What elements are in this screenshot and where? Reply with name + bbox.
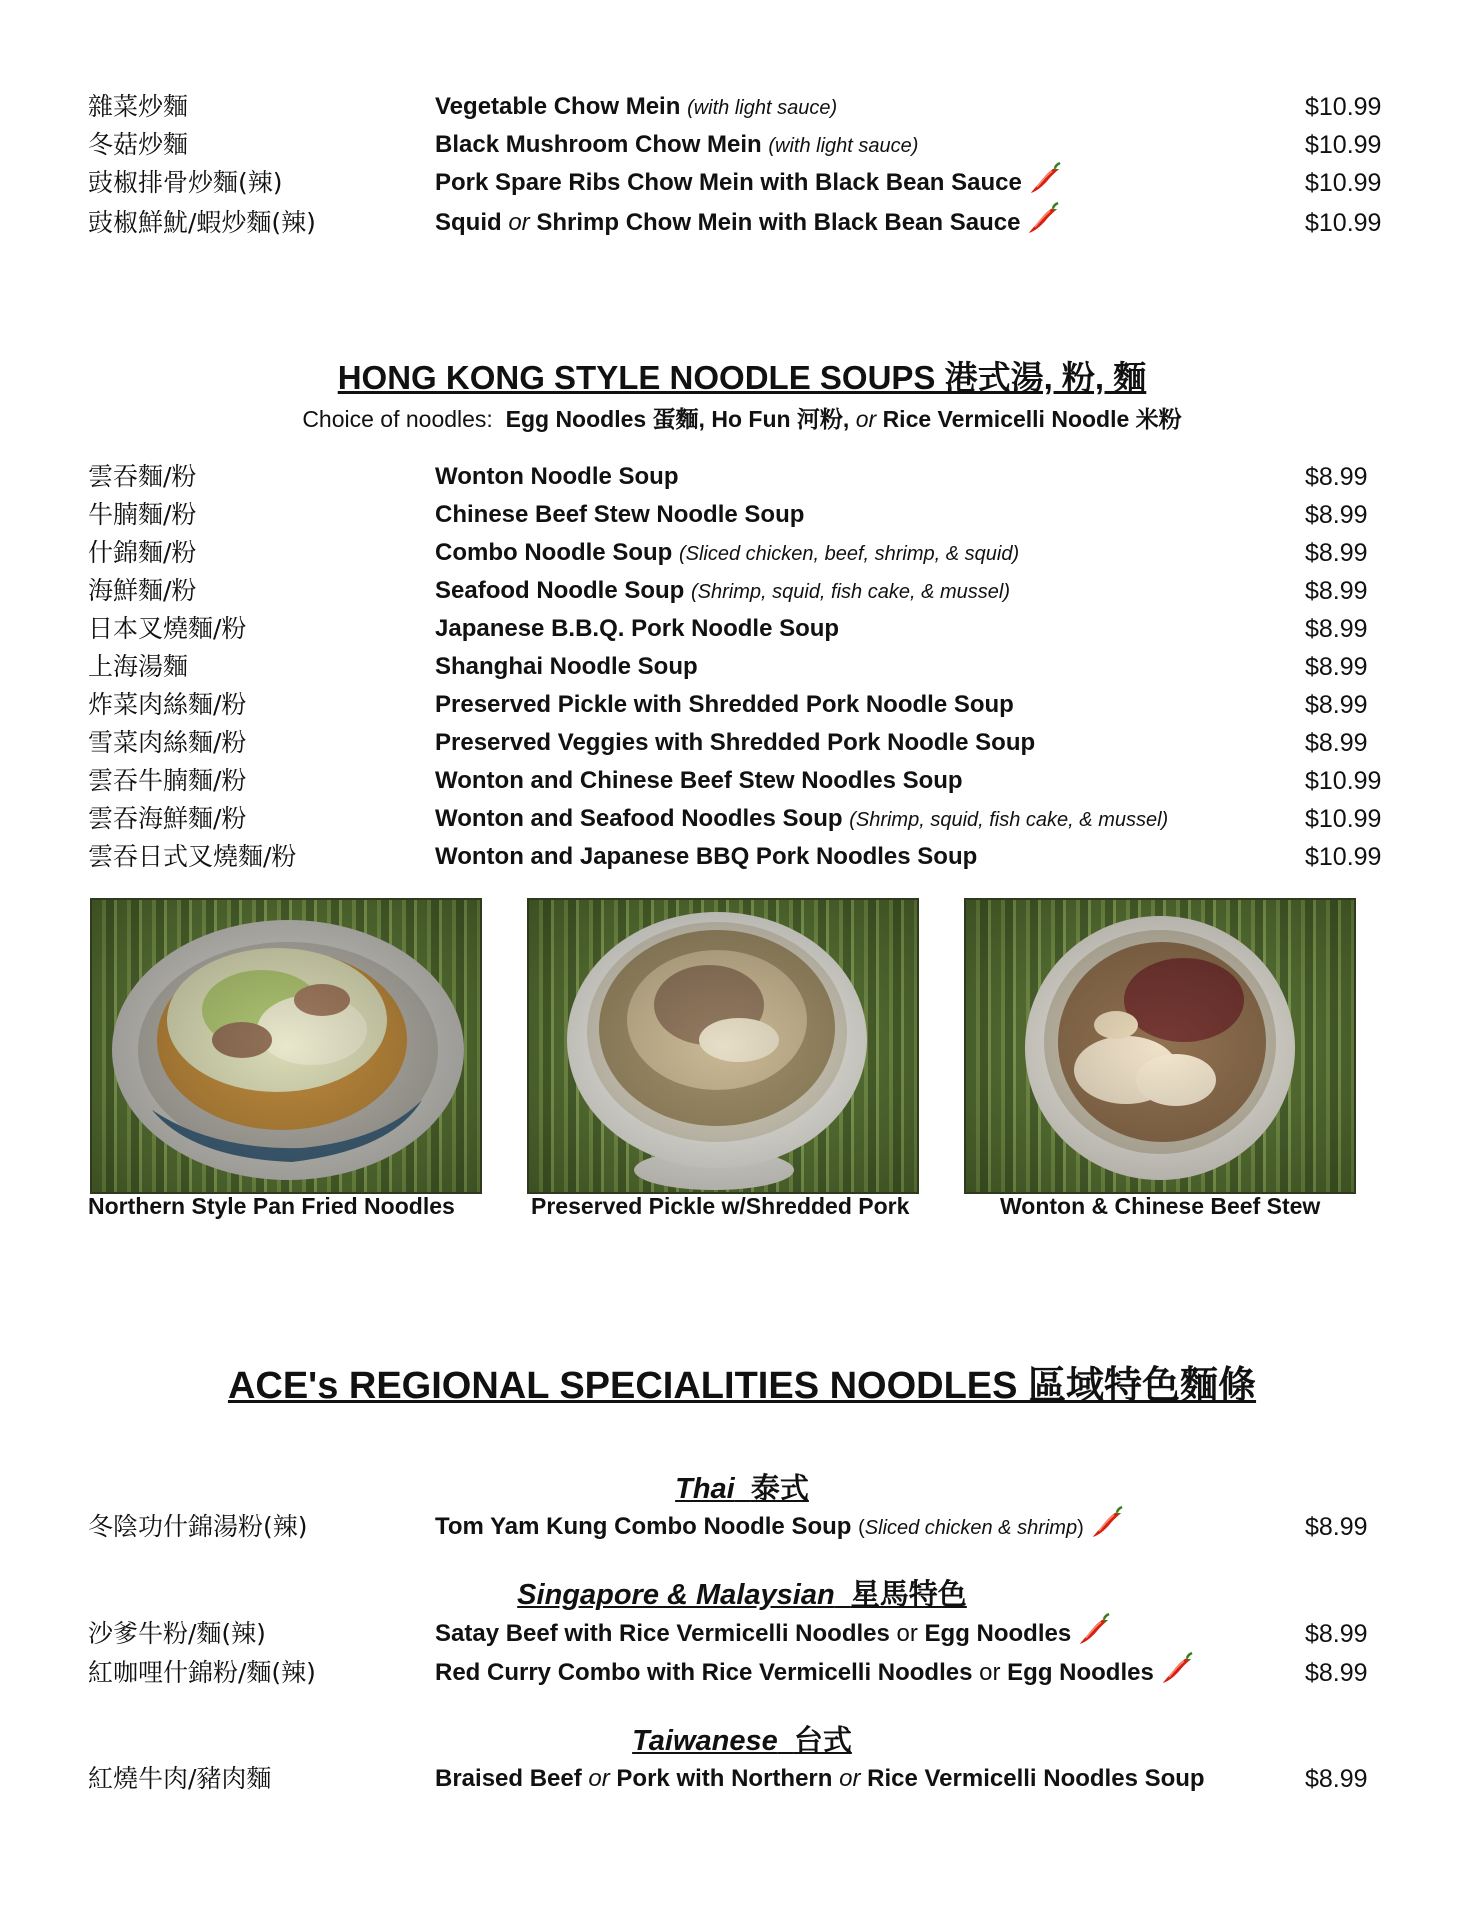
menu-item-row [88,800,1398,838]
item-chinese-name: 牛腩麵/粉 [88,500,197,529]
item-chinese-name: 雲吞日式叉燒麵/粉 [88,842,297,871]
item-english-name: Red Curry Combo with Rice Vermicelli Noodles or Egg Noodles [435,1654,1194,1692]
item-english-name: Wonton and Japanese BBQ Pork Noodles Soup [435,843,978,870]
item-english-name: Braised Beef or Pork with Northern or Rice Vermicelli Noodles Soup [435,1765,1205,1792]
item-price: $8.99 [1305,577,1368,605]
item-english-name: Seafood Noodle Soup (Shrimp, squid, fish cake, & mussel) [435,577,1010,604]
item-chinese-name: 什錦麵/粉 [88,538,197,567]
menu-item-row [88,534,1398,572]
item-english-name: Vegetable Chow Mein (with light sauce) [435,93,838,120]
menu-item-row [88,1615,1398,1653]
menu-item-row [88,1508,1398,1546]
item-chinese-name: 冬菇炒麵 [88,130,189,159]
menu-item-row [88,1760,1398,1798]
item-note: (Shrimp, squid, fish cake, & mussel) [849,809,1169,831]
section-title-regional: ACE's REGIONAL SPECIALITIES NOODLES 區域特色麵條 [227,1365,1257,1407]
section-title-hk-noodle-soups: HONG KONG STYLE NOODLE SOUPS 港式湯, 粉, 麵 [337,359,1147,396]
chili-pepper-icon [1026,201,1060,235]
item-price: $8.99 [1305,1659,1368,1687]
item-note: (Shrimp, squid, fish cake, & mussel) [691,581,1010,603]
item-price: $10.99 [1305,169,1382,197]
menu-item-row [88,164,1398,202]
item-price: $8.99 [1305,1620,1368,1648]
menu-item-row [88,686,1398,724]
photo-caption: Wonton & Chinese Beef Stew [1000,1193,1321,1219]
item-english-name: Pork Spare Ribs Chow Mein with Black Bean Sauce [435,164,1062,202]
item-english-name: Japanese B.B.Q. Pork Noodle Soup [435,615,840,642]
menu-item-row [88,572,1398,610]
menu-item-row [88,762,1398,800]
item-price: $10.99 [1305,767,1382,795]
item-price: $8.99 [1305,1513,1368,1541]
item-english-name: Preserved Pickle with Shredded Pork Noodle Soup [435,691,1014,718]
menu-item-row [88,724,1398,762]
item-chinese-name: 雜菜炒麵 [88,92,189,121]
item-price: $10.99 [1305,209,1382,237]
item-note: (with light sauce) [687,97,838,119]
chili-pepper-icon [1077,1612,1111,1646]
item-price: $10.99 [1305,843,1382,871]
dish-photo-wonton-beef-stew [964,898,1356,1194]
menu-item-row [88,1654,1398,1692]
item-english-name: Satay Beef with Rice Vermicelli Noodles or Egg Noodles [435,1615,1111,1653]
item-price: $8.99 [1305,463,1368,491]
region-heading-taiwanese: Taiwanese 台式 [632,1725,852,1757]
item-note: (Sliced chicken & shrimp) [858,1517,1084,1539]
item-chinese-name: 雲吞海鮮麵/粉 [88,804,247,833]
item-price: $8.99 [1305,729,1368,757]
item-english-name: Tom Yam Kung Combo Noodle Soup (Sliced chicken & shrimp) [435,1508,1124,1547]
region-heading-thai: Thai 泰式 [675,1473,809,1505]
chili-pepper-icon [1028,161,1062,195]
photo-caption: Northern Style Pan Fried Noodles [88,1193,455,1219]
chili-pepper-icon [1160,1651,1194,1685]
dish-photo-pan-fried-noodles [90,898,482,1194]
menu-item-row [88,648,1398,686]
photo-caption: Preserved Pickle w/Shredded Pork [531,1193,910,1219]
item-chinese-name: 豉椒排骨炒麵(辣) [88,168,283,197]
item-chinese-name: 冬陰功什錦湯粉(辣) [88,1512,308,1541]
menu-item-row [88,204,1398,242]
item-price: $10.99 [1305,805,1382,833]
item-price: $8.99 [1305,653,1368,681]
item-chinese-name: 紅咖哩什錦粉/麵(辣) [88,1658,316,1687]
item-chinese-name: 紅燒牛肉/豬肉麵 [88,1764,272,1793]
noodle-choice-line: Choice of noodles: Egg Noodles 蛋麵, Ho Fun 河粉, or Rice Vermicelli Noodle 米粉 [302,406,1182,432]
item-chinese-name: 雪菜肉絲麵/粉 [88,728,247,757]
item-english-name: Squid or Shrimp Chow Mein with Black Bean Sauce [435,204,1060,242]
item-note: (Sliced chicken, beef, shrimp, & squid) [678,543,1020,565]
region-heading-singapore-malaysian: Singapore & Malaysian 星馬特色 [517,1579,967,1611]
item-price: $8.99 [1305,1765,1368,1793]
item-english-name: Wonton Noodle Soup [435,463,679,490]
item-english-name: Wonton and Seafood Noodles Soup (Shrimp, squid, fish cake, & mussel) [435,805,1169,832]
item-chinese-name: 豉椒鮮魷/蝦炒麵(辣) [88,208,316,237]
item-chinese-name: 日本叉燒麵/粉 [88,614,247,643]
item-english-name: Shanghai Noodle Soup [435,653,698,680]
item-note: (with light sauce) [768,135,919,157]
item-price: $8.99 [1305,501,1368,529]
menu-item-row [88,126,1398,164]
item-english-name: Wonton and Chinese Beef Stew Noodles Soup [435,767,963,794]
item-english-name: Chinese Beef Stew Noodle Soup [435,501,805,528]
menu-item-row [88,88,1398,126]
item-chinese-name: 上海湯麵 [88,652,189,681]
item-chinese-name: 海鮮麵/粉 [88,576,197,605]
dish-photo-preserved-pickle [527,898,919,1194]
menu-item-row [88,496,1398,534]
item-chinese-name: 炸菜肉絲麵/粉 [88,690,247,719]
menu-item-row [88,610,1398,648]
item-price: $10.99 [1305,93,1382,121]
item-price: $8.99 [1305,539,1368,567]
item-english-name: Combo Noodle Soup (Sliced chicken, beef, shrimp, & squid) [435,539,1020,566]
menu-item-row [88,838,1398,876]
item-chinese-name: 雲吞麵/粉 [88,462,197,491]
item-chinese-name: 沙爹牛粉/麵(辣) [88,1619,266,1648]
item-english-name: Black Mushroom Chow Mein (with light sauce) [435,131,919,158]
item-chinese-name: 雲吞牛腩麵/粉 [88,766,247,795]
chili-pepper-icon [1090,1505,1124,1539]
menu-item-row [88,458,1398,496]
item-price: $8.99 [1305,615,1368,643]
item-price: $10.99 [1305,131,1382,159]
item-price: $8.99 [1305,691,1368,719]
item-english-name: Preserved Veggies with Shredded Pork Noodle Soup [435,729,1036,756]
